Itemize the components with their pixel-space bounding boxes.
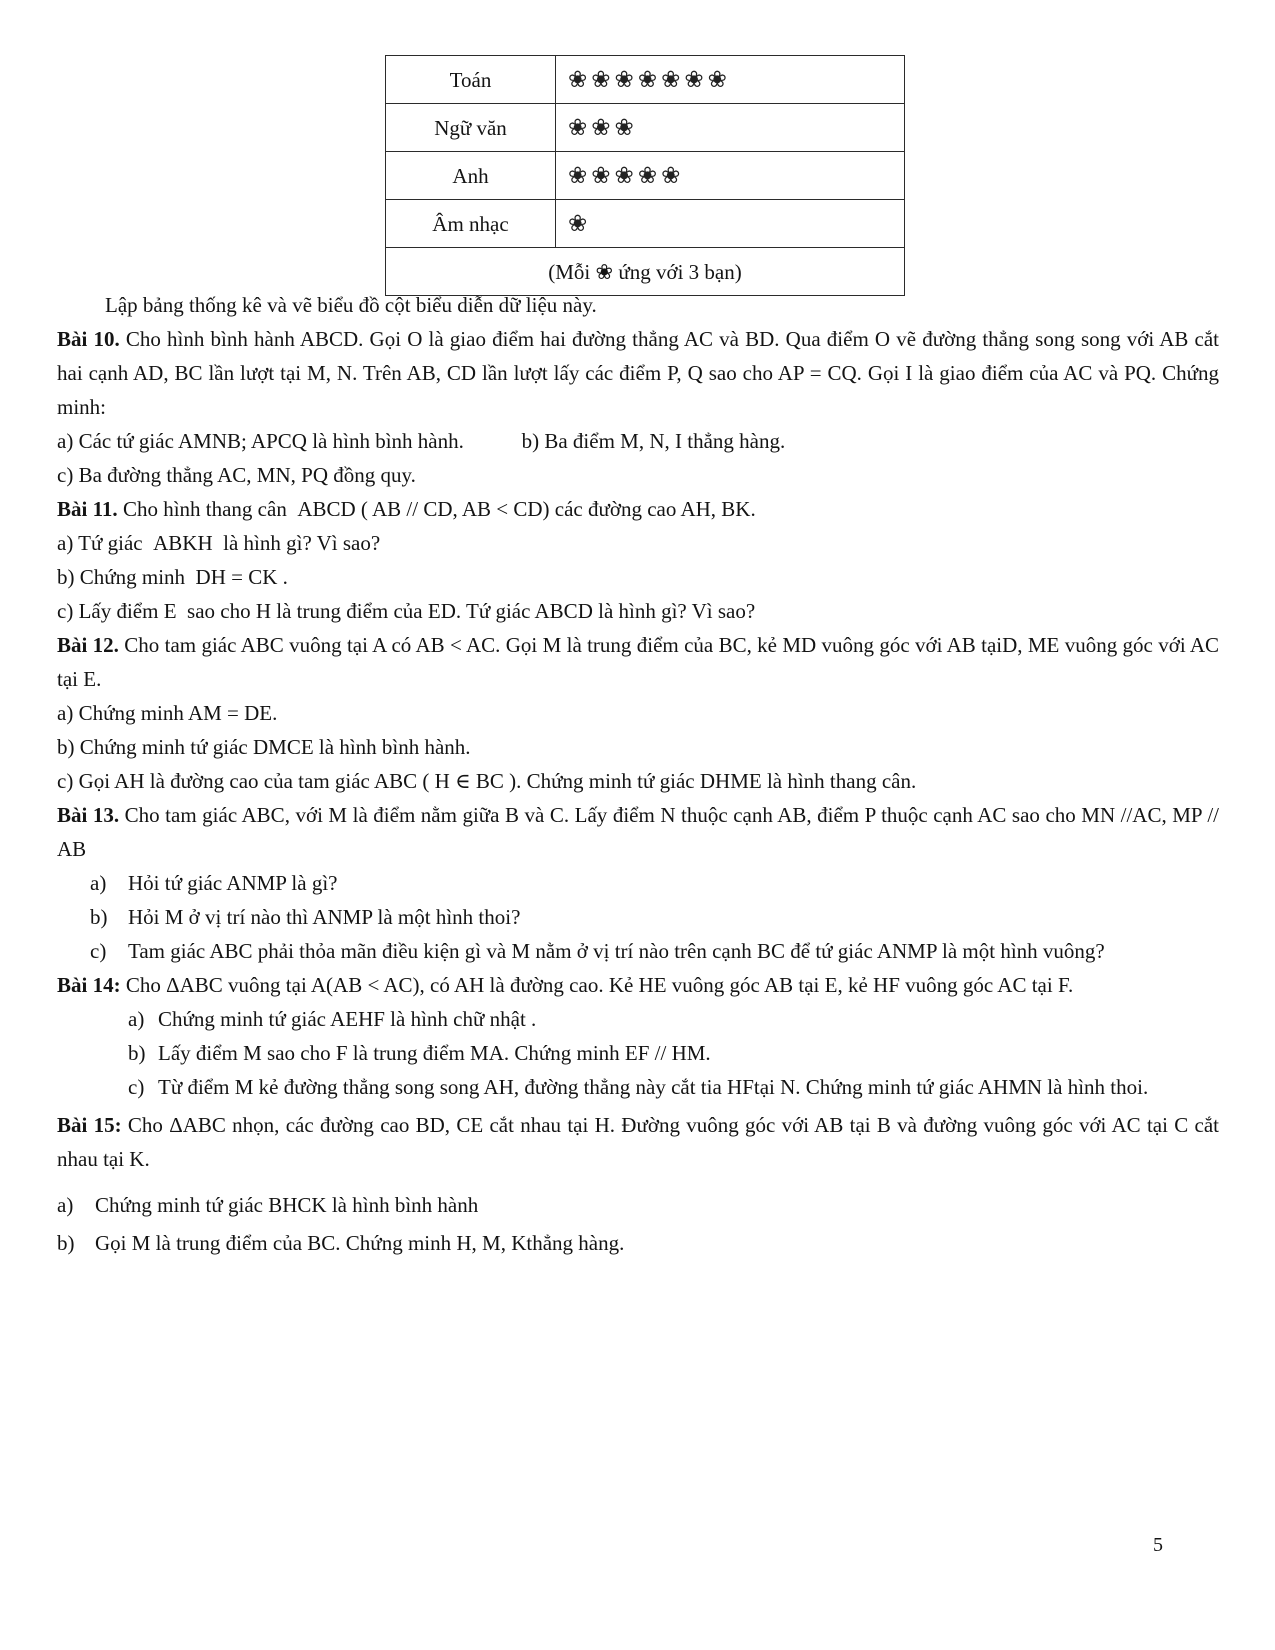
problem-number: Bài 14: — [57, 973, 121, 997]
problem-number: Bài 12. — [57, 633, 119, 657]
list-item-text: Tam giác ABC phải thỏa mãn điều kiện gì và M nằm ở vị trí nào trên cạnh BC để tứ giác ANMP là một hình vuông? — [128, 939, 1105, 963]
pictograph-legend: (Mỗi ❀ ứng với 3 bạn) — [386, 248, 905, 296]
list-item-text: Từ điểm M kẻ đường thẳng song song AH, đường thẳng này cắt tia HFtại N. Chứng minh tứ giác AHMN là hình thoi. — [158, 1075, 1149, 1099]
pictograph-row — [386, 200, 905, 248]
problem-11-b: b) Chứng minh DH = CK . — [57, 565, 288, 589]
document-body — [57, 288, 1219, 1260]
list-marker: a) — [57, 1193, 74, 1217]
problem-15: Bài 15: Cho ΔABC nhọn, các đường cao BD, CE cắt nhau tại H. Đường vuông góc với AB tại B và đường vuông góc với AC tại C cắt nhau tại K. — [57, 1113, 1219, 1171]
list-item-text: Chứng minh tứ giác BHCK là hình bình hành — [95, 1193, 479, 1217]
problem-11-a: a) Tứ giác ABKH là hình gì? Vì sao? — [57, 531, 381, 555]
flower-symbols: ❀❀❀❀❀❀❀ — [556, 56, 905, 104]
list-item-text: Lấy điểm M sao cho F là trung điểm MA. Chứng minh EF // HM. — [158, 1041, 711, 1065]
page-number: 5 — [1153, 1534, 1163, 1556]
problem-13-b — [90, 900, 1219, 934]
list-marker: b) — [128, 1041, 146, 1065]
flower-symbols: ❀❀❀ — [556, 104, 905, 152]
subject-label: Toán — [386, 56, 556, 104]
list-item-text: Chứng minh tứ giác AEHF là hình chữ nhật . — [158, 1007, 537, 1031]
problem-14-b — [128, 1036, 1219, 1070]
problem-15-a — [57, 1188, 1219, 1222]
problem-12-a: a) Chứng minh AM = DE. — [57, 701, 278, 725]
problem-14-c — [128, 1070, 1219, 1104]
problem-15-b — [57, 1226, 1219, 1260]
list-marker: c) — [128, 1075, 145, 1099]
problem-13: Bài 13. Cho tam giác ABC, với M là điểm nằm giữa B và C. Lấy điểm N thuộc cạnh AB, điểm P thuộc cạnh AC sao cho MN //AC, MP // AB — [57, 803, 1220, 861]
list-item-text: Hỏi tứ giác ANMP là gì? — [128, 871, 338, 895]
problem-12-b: b) Chứng minh tứ giác DMCE là hình bình hành. — [57, 735, 471, 759]
problem-10-c: c) Ba đường thẳng AC, MN, PQ đồng quy. — [57, 463, 416, 487]
problem-11: Bài 11. Cho hình thang cân ABCD ( AB // CD, AB < CD) các đường cao AH, BK. — [57, 497, 756, 521]
list-marker: a) — [128, 1007, 145, 1031]
problem-12: Bài 12. Cho tam giác ABC vuông tại A có AB < AC. Gọi M là trung điểm của BC, kẻ MD vuông góc với AB tạiD, ME vuông góc với AC tại E. — [57, 633, 1220, 691]
list-marker: b) — [90, 905, 108, 929]
problem-12-c: c) Gọi AH là đường cao của tam giác ABC ( H ∈ BC ). Chứng minh tứ giác DHME là hình thang cân. — [57, 769, 917, 793]
problem-number: Bài 11. — [57, 497, 118, 521]
subject-label: Âm nhạc — [386, 200, 556, 248]
intro-line: Lập bảng thống kê và vẽ biểu đồ cột biểu diễn dữ liệu này. — [105, 293, 597, 317]
list-marker: c) — [90, 939, 107, 963]
problem-number: Bài 15: — [57, 1113, 122, 1137]
pictograph-row — [386, 104, 905, 152]
problem-14: Bài 14: Cho ΔABC vuông tại A(AB < AC), có AH là đường cao. Kẻ HE vuông góc AB tại E, kẻ HF vuông góc AC tại F. — [57, 973, 1074, 997]
pictograph-table — [385, 55, 905, 296]
flower-symbols: ❀❀❀❀❀ — [556, 152, 905, 200]
problem-13-a — [90, 866, 1219, 900]
pictograph-table-body — [386, 56, 905, 296]
list-item-text: Gọi M là trung điểm của BC. Chứng minh H, M, Kthẳng hàng. — [95, 1231, 625, 1255]
subject-label: Ngữ văn — [386, 104, 556, 152]
problem-14-a — [128, 1002, 1219, 1036]
problem-10-ab: a) Các tứ giác AMNB; APCQ là hình bình hành. b) Ba điểm M, N, I thẳng hàng. — [57, 429, 786, 453]
flower-symbols: ❀ — [556, 200, 905, 248]
list-item-text: Hỏi M ở vị trí nào thì ANMP là một hình thoi? — [128, 905, 521, 929]
pictograph-row — [386, 152, 905, 200]
list-marker: a) — [90, 871, 107, 895]
problem-11-c: c) Lấy điểm E sao cho H là trung điểm của ED. Tứ giác ABCD là hình gì? Vì sao? — [57, 599, 756, 623]
problem-number: Bài 10. — [57, 327, 120, 351]
problem-number: Bài 13. — [57, 803, 120, 827]
subject-label: Anh — [386, 152, 556, 200]
problem-13-c — [90, 934, 1219, 968]
pictograph-row — [386, 56, 905, 104]
list-marker: b) — [57, 1231, 75, 1255]
problem-10: Bài 10. Cho hình bình hành ABCD. Gọi O là giao điểm hai đường thẳng AC và BD. Qua điểm O vẽ đường thẳng song song với AB cắt hai cạnh AD, BC lần lượt tại M, N. Trên AB, CD lần lượt lấy các điểm P, Q sao cho AP = CQ. Gọi I là giao điểm của AC và PQ. Chứng minh: — [57, 327, 1219, 419]
